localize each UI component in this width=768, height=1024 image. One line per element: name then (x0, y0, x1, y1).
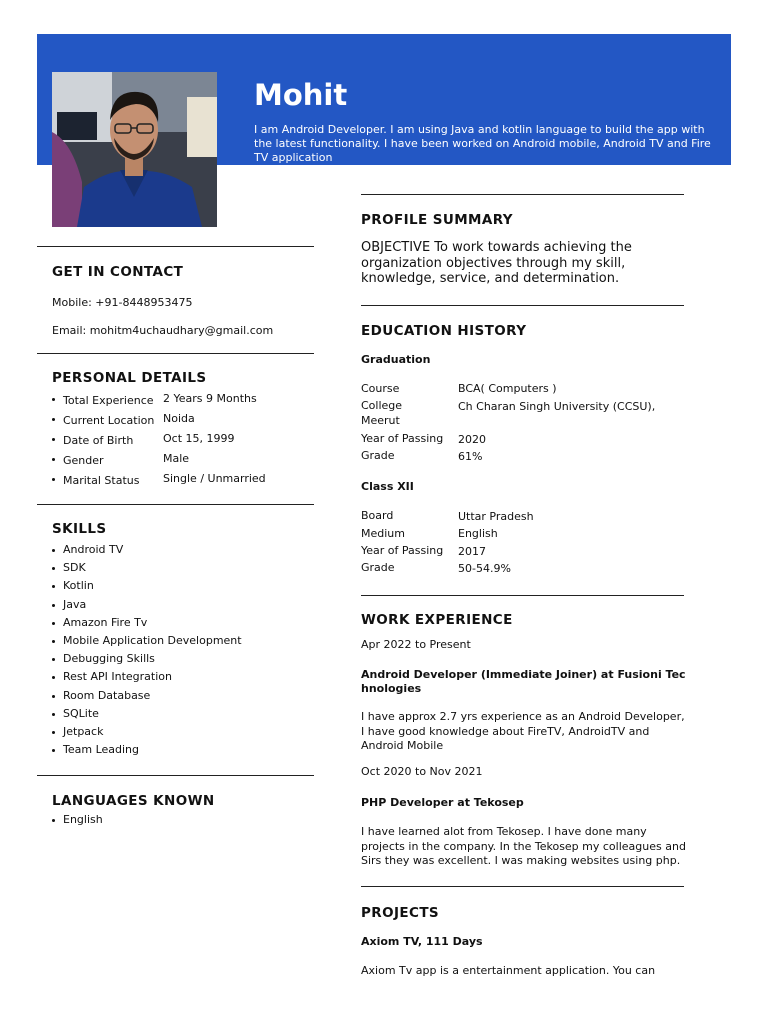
edu-value: English (458, 527, 498, 540)
edu-key: Year of Passing (361, 544, 444, 557)
job-role: PHP Developer at Tekosep (361, 796, 524, 809)
skill-item: Amazon Fire Tv (52, 616, 242, 634)
bullet-icon (52, 398, 55, 401)
skill-item: Jetpack (52, 725, 242, 743)
skill-item: Java (52, 598, 242, 616)
personal-details-heading: PERSONAL DETAILS (52, 370, 207, 386)
personal-detail-row (52, 432, 312, 452)
skill-item: SDK (52, 561, 242, 579)
personal-detail-label: Marital Status (63, 474, 140, 487)
personal-detail-label: Current Location (63, 414, 155, 427)
graduation-title: Graduation (361, 353, 431, 366)
contact-mobile: Mobile: +91-8448953475 (52, 296, 193, 309)
bullet-icon (52, 438, 55, 441)
personal-detail-value: 2 Years 9 Months (163, 392, 257, 405)
edu-key: Medium (361, 527, 405, 540)
divider (37, 775, 314, 776)
personal-detail-value: Male (163, 452, 190, 465)
personal-detail-row (52, 472, 312, 492)
skill-item: Mobile Application Development (52, 634, 242, 652)
job-description: I have approx 2.7 yrs experience as an Android Developer, I have good knowledge about FireTV, AndroidTV and Android Mobile (361, 710, 685, 752)
divider (361, 305, 684, 306)
personal-detail-value: Oct 15, 1999 (163, 432, 235, 445)
edu-value: 2020 (458, 433, 486, 446)
job-period: Apr 2022 to Present (361, 638, 471, 651)
skills-heading: SKILLS (52, 521, 107, 537)
edu-key: Grade (361, 449, 395, 462)
skill-item: Rest API Integration (52, 670, 242, 688)
education-heading: EDUCATION HISTORY (361, 323, 527, 339)
divider (361, 194, 684, 195)
edu-value: Uttar Pradesh (458, 510, 534, 523)
bullet-icon (52, 458, 55, 461)
edu-value: 61% (458, 450, 483, 463)
bullet-icon (52, 418, 55, 421)
personal-detail-value: Noida (163, 412, 195, 425)
job-role: Android Developer (Immediate Joiner) at Fusioni Tec hnologies (361, 668, 686, 695)
work-experience-heading: WORK EXPERIENCE (361, 612, 513, 628)
personal-detail-label: Total Experience (63, 394, 154, 407)
profile-summary-heading: PROFILE SUMMARY (361, 212, 513, 228)
personal-detail-row (52, 392, 312, 412)
project-description: Axiom Tv app is a entertainment application. You can (361, 964, 656, 977)
bullet-icon (52, 478, 55, 481)
personal-detail-label: Date of Birth (63, 434, 134, 447)
candidate-name: Mohit (254, 78, 348, 112)
divider (361, 886, 684, 887)
personal-detail-row (52, 452, 312, 472)
edu-key: College (361, 399, 403, 412)
edu-value: 2017 (458, 545, 486, 558)
edu-key: Year of Passing (361, 432, 444, 445)
divider (37, 246, 314, 247)
profile-photo (52, 72, 217, 227)
skills-list (52, 543, 242, 761)
profile-summary-text: OBJECTIVE To work towards achieving the organization objectives through my skill, knowledge, service, and determination. (361, 240, 632, 286)
personal-detail-value: Single / Unmarried (163, 472, 266, 485)
skill-item: Kotlin (52, 579, 242, 597)
languages-heading: LANGUAGES KNOWN (52, 793, 215, 809)
personal-detail-row (52, 412, 312, 432)
personal-details-list (52, 392, 312, 492)
skill-item: Room Database (52, 689, 242, 707)
languages-list (52, 813, 103, 827)
profile-photo-icon (52, 72, 217, 227)
projects-heading: PROJECTS (361, 905, 440, 921)
contact-heading: GET IN CONTACT (52, 264, 184, 280)
edu-value: Ch Charan Singh University (CCSU), (458, 400, 656, 413)
divider (361, 595, 684, 596)
divider (37, 353, 314, 354)
edu-key: Meerut (361, 414, 400, 427)
skill-item: SQLite (52, 707, 242, 725)
contact-email: Email: mohitm4uchaudhary@gmail.com (52, 324, 274, 337)
personal-detail-label: Gender (63, 454, 104, 467)
class-xii-title: Class XII (361, 480, 414, 493)
project-name: Axiom TV, 111 Days (361, 935, 483, 948)
skill-item: Team Leading (52, 743, 242, 761)
job-period: Oct 2020 to Nov 2021 (361, 765, 483, 778)
skill-item: Android TV (52, 543, 242, 561)
job-description: I have learned alot from Tekosep. I have done many projects in the company. In the Tekosep my colleagues and Sirs they was excellent. I was making websites using php. (361, 825, 686, 867)
candidate-tagline: I am Android Developer. I am using Java and kotlin language to build the app with the latest functionality. I have been worked on Android mobile, Android TV and Fire TV application (254, 123, 711, 164)
edu-value: BCA( Computers ) (458, 382, 557, 395)
divider (37, 504, 314, 505)
edu-key: Board (361, 509, 394, 522)
language-item: English (52, 813, 103, 827)
edu-value: 50-54.9% (458, 562, 511, 575)
edu-key: Course (361, 382, 400, 395)
edu-key: Grade (361, 561, 395, 574)
skill-item: Debugging Skills (52, 652, 242, 670)
